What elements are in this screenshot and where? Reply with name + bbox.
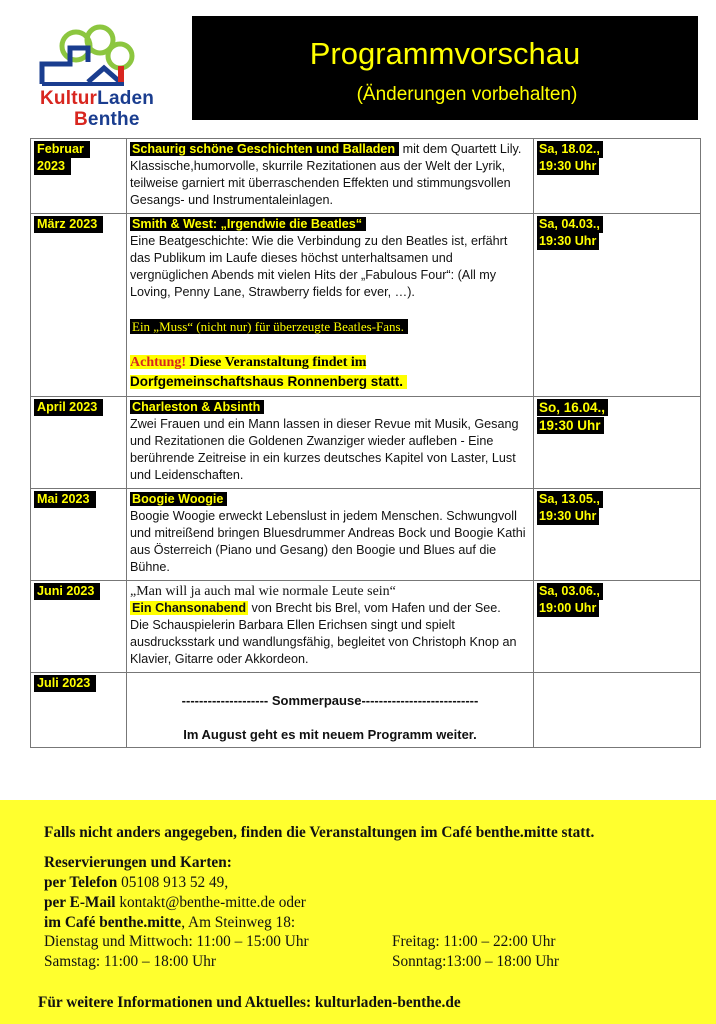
event-quote: „Man will ja auch mal wie normale Leute sein“ (130, 584, 396, 599)
event-title: Schaurig schöne Geschichten und Balladen (130, 142, 399, 156)
phone-line (44, 874, 228, 892)
next-program-note: Im August geht es mit neuem Programm weiter. (183, 727, 477, 742)
month-label: Februar (34, 141, 90, 158)
month-cell (31, 673, 127, 748)
table-row (31, 673, 701, 748)
month-label: März 2023 (34, 216, 103, 233)
table-row (31, 214, 701, 397)
event-cell (127, 489, 534, 581)
month-cell (31, 214, 127, 397)
hours-fri: Freitag: 11:00 – 22:00 Uhr (392, 933, 556, 950)
warning-text: Diese Veranstaltung findet im (186, 355, 367, 370)
table-row (31, 489, 701, 581)
hours-sat: Samstag: 11:00 – 18:00 Uhr (44, 953, 216, 970)
month-label: April 2023 (34, 399, 103, 416)
event-date: Sa, 18.02., (537, 141, 603, 158)
logo-b: B (74, 109, 88, 130)
table-row (31, 139, 701, 214)
event-cell (127, 214, 534, 397)
warning-label: Achtung! (130, 355, 187, 370)
event-title: Boogie Woogie (130, 492, 227, 506)
event-description: Die Schauspielerin Barbara Ellen Erichsen singt und spielt ausdrucksstark und wandlungsfähig, begleitet von Christoph Knop an Klavier, Gitarre oder Akkordeon. (130, 618, 517, 666)
event-title: Smith & West: „Irgendwie die Beatles“ (130, 217, 366, 231)
event-date: Sa, 13.05., (537, 491, 603, 508)
event-title: Ein Chansonabend (132, 601, 247, 615)
month-cell (31, 489, 127, 581)
venue-note: Falls nicht anders angegeben, finden die Veranstaltungen im Café benthe.mitte statt. (44, 824, 595, 841)
email-address: kontakt@benthe-mitte.de oder (115, 894, 306, 911)
date-cell (534, 139, 701, 214)
reservations-heading: Reservierungen und Karten: (44, 854, 232, 871)
date-cell (534, 214, 701, 397)
email-label: per E-Mail (44, 894, 116, 911)
phone-number: 05108 913 52 49, (117, 874, 229, 891)
event-description: Boogie Woogie erweckt Lebenslust in jedem Menschen. Schwungvoll und mitreißend bringen Bluesdrummer Andreas Bock und Boogie Kathi aus Österreich (Piano und Gesang) den Boogie und Blues auf die Bühne. (130, 509, 526, 574)
logo-wordmark (40, 88, 154, 130)
event-description: mit dem Quartett Lily. Klassische,humorvolle, skurrile Rezitationen aus der Welt der Lyrik, teilweise garniert mit überraschenden Effekten und stimmungsvollen Gesangs- und Instrumentaleinlagen. (130, 142, 522, 207)
date-cell (534, 581, 701, 673)
title-banner (192, 16, 698, 120)
table-row (31, 397, 701, 489)
table-row (31, 581, 701, 673)
event-cell (127, 581, 534, 673)
event-cell (127, 397, 534, 489)
event-cell (127, 673, 534, 748)
cafe-label: im Café benthe.mitte (44, 914, 182, 931)
event-date: Sa, 03.06., (537, 583, 603, 600)
hours-sun: Sonntag:13:00 – 18:00 Uhr (392, 953, 559, 970)
event-title: Charleston & Absinth (130, 400, 264, 414)
cafe-line (44, 914, 295, 932)
event-time: 19:30 Uhr (537, 158, 599, 175)
logo-enthe: enthe (87, 109, 140, 130)
month-year: 2023 (34, 158, 71, 175)
program-table (30, 138, 701, 748)
event-time: 19:00 Uhr (537, 600, 599, 617)
event-description: Zwei Frauen und ein Mann lassen in dieser Revue mit Musik, Gesang und Rezitationen die Goldenen Zwanziger wieder aufleben - Eine berührende Zeitreise in ein kurzes deutsches Kapitel von Laster, Lust und Leidenschaften. (130, 417, 519, 482)
event-cell (127, 139, 534, 214)
date-cell (534, 489, 701, 581)
event-time: 19:30 Uhr (537, 417, 604, 434)
info-footer (0, 800, 716, 1024)
event-date: So, 16.04., (537, 399, 608, 416)
month-label: Juli 2023 (34, 675, 96, 692)
page-title: Programmvorschau (309, 36, 581, 71)
event-description: Eine Beatgeschichte: Wie die Verbindung zu den Beatles ist, erfährt das Publikum im Laufe dieses höchst unterhaltsamen und vergnüglichen Abends mit vielen Hits der „Fabulous Four“: (All my Loving, Penny Lane, Strawberry fields for ever, …). (130, 234, 508, 299)
kulturladen-logo (30, 22, 180, 130)
logo-kultur: Kultur (40, 88, 98, 109)
event-highlight: Ein „Muss“ (nicht nur) für überzeugte Beatles-Fans. (130, 319, 408, 334)
hours-tue-wed: Dienstag und Mittwoch: 11:00 – 15:00 Uhr (44, 933, 309, 950)
page-subtitle: (Änderungen vorbehalten) (356, 84, 578, 105)
summer-break: -------------------- Sommerpause--------------------------- (181, 693, 479, 708)
month-cell (31, 139, 127, 214)
month-label: Mai 2023 (34, 491, 96, 508)
more-info: Für weitere Informationen und Aktuelles: kulturladen-benthe.de (38, 994, 461, 1011)
month-cell (31, 581, 127, 673)
email-line (44, 894, 306, 912)
venue-warning (130, 355, 407, 389)
event-subtitle: von Brecht bis Brel, vom Hafen und der See. (248, 601, 501, 615)
month-label: Juni 2023 (34, 583, 100, 600)
warning-venue: Dorfgemeinschaftshaus Ronnenberg statt. (130, 374, 404, 389)
event-time: 19:30 Uhr (537, 233, 599, 250)
phone-label: per Telefon (44, 874, 118, 891)
month-cell (31, 397, 127, 489)
event-time: 19:30 Uhr (537, 508, 599, 525)
date-cell (534, 397, 701, 489)
logo-laden: Laden (97, 88, 155, 109)
cafe-address: , Am Steinweg 18: (181, 914, 296, 931)
date-cell (534, 673, 701, 748)
event-date: Sa, 04.03., (537, 216, 603, 233)
